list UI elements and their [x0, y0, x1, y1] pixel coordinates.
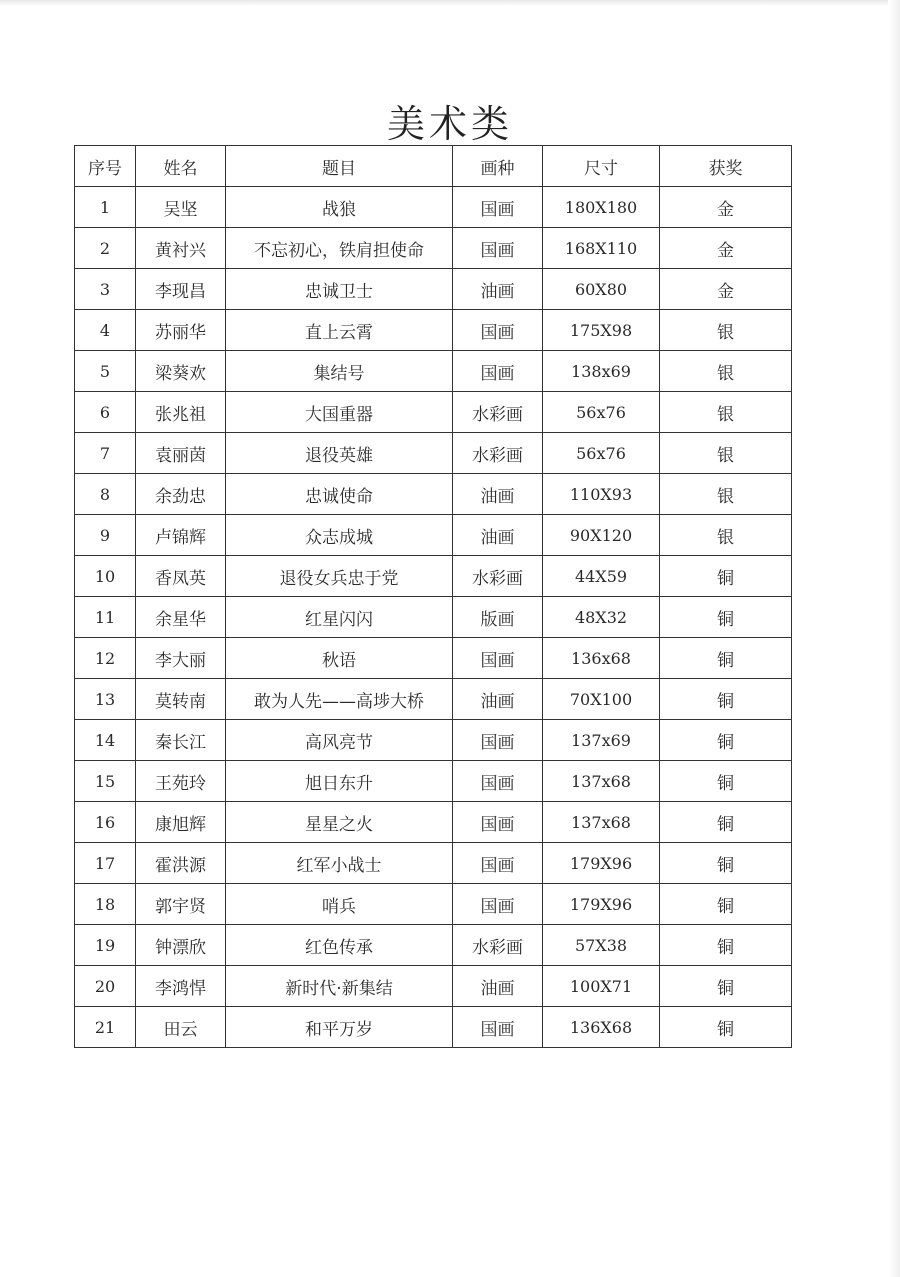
cell-award: 银	[660, 515, 792, 556]
cell-award: 银	[660, 392, 792, 433]
cell-name: 余劲忠	[136, 474, 226, 515]
cell-award: 铜	[660, 638, 792, 679]
cell-size: 48X32	[543, 597, 660, 638]
table-body	[75, 187, 792, 1048]
cell-medium: 油画	[453, 515, 543, 556]
cell-index: 6	[75, 392, 136, 433]
cell-medium: 水彩画	[453, 556, 543, 597]
cell-name: 张兆祖	[136, 392, 226, 433]
cell-title: 忠诚卫士	[226, 269, 453, 310]
cell-medium: 国画	[453, 884, 543, 925]
cell-index: 8	[75, 474, 136, 515]
cell-medium: 水彩画	[453, 925, 543, 966]
cell-index: 18	[75, 884, 136, 925]
table-row	[75, 638, 792, 679]
table-row	[75, 310, 792, 351]
cell-index: 3	[75, 269, 136, 310]
cell-award: 铜	[660, 556, 792, 597]
cell-medium: 国画	[453, 187, 543, 228]
cell-size: 60X80	[543, 269, 660, 310]
table-row	[75, 761, 792, 802]
cell-name: 李大丽	[136, 638, 226, 679]
cell-medium: 国画	[453, 761, 543, 802]
cell-size: 137x69	[543, 720, 660, 761]
cell-title: 星星之火	[226, 802, 453, 843]
cell-name: 梁葵欢	[136, 351, 226, 392]
cell-title: 和平万岁	[226, 1007, 453, 1048]
cell-size: 44X59	[543, 556, 660, 597]
cell-index: 9	[75, 515, 136, 556]
cell-title: 战狼	[226, 187, 453, 228]
cell-name: 郭宇贤	[136, 884, 226, 925]
cell-medium: 油画	[453, 966, 543, 1007]
cell-title: 红军小战士	[226, 843, 453, 884]
header-title: 题目	[226, 146, 453, 187]
cell-award: 铜	[660, 1007, 792, 1048]
cell-index: 15	[75, 761, 136, 802]
cell-title: 旭日东升	[226, 761, 453, 802]
cell-medium: 水彩画	[453, 433, 543, 474]
cell-name: 霍洪源	[136, 843, 226, 884]
cell-title: 红色传承	[226, 925, 453, 966]
cell-award: 铜	[660, 720, 792, 761]
cell-award: 铜	[660, 679, 792, 720]
cell-award: 铜	[660, 761, 792, 802]
cell-size: 136X68	[543, 1007, 660, 1048]
cell-award: 铜	[660, 925, 792, 966]
cell-award: 铜	[660, 884, 792, 925]
table-row	[75, 556, 792, 597]
cell-index: 10	[75, 556, 136, 597]
cell-medium: 国画	[453, 228, 543, 269]
cell-award: 铜	[660, 597, 792, 638]
table-row	[75, 187, 792, 228]
table-row	[75, 515, 792, 556]
cell-size: 90X120	[543, 515, 660, 556]
cell-name: 苏丽华	[136, 310, 226, 351]
cell-medium: 水彩画	[453, 392, 543, 433]
cell-title: 敢为人先——高埗大桥	[226, 679, 453, 720]
cell-index: 17	[75, 843, 136, 884]
table-row	[75, 679, 792, 720]
header-medium: 画种	[453, 146, 543, 187]
cell-index: 7	[75, 433, 136, 474]
cell-index: 20	[75, 966, 136, 1007]
table-row	[75, 843, 792, 884]
table-row	[75, 597, 792, 638]
cell-name: 康旭辉	[136, 802, 226, 843]
cell-medium: 油画	[453, 679, 543, 720]
cell-size: 110X93	[543, 474, 660, 515]
cell-index: 5	[75, 351, 136, 392]
header-size: 尺寸	[543, 146, 660, 187]
awards-table	[74, 145, 792, 1048]
cell-title: 集结号	[226, 351, 453, 392]
cell-name: 袁丽茵	[136, 433, 226, 474]
cell-medium: 油画	[453, 269, 543, 310]
cell-title: 秋语	[226, 638, 453, 679]
table-row	[75, 228, 792, 269]
table-row	[75, 269, 792, 310]
cell-index: 19	[75, 925, 136, 966]
cell-name: 王苑玲	[136, 761, 226, 802]
cell-medium: 国画	[453, 802, 543, 843]
header-name: 姓名	[136, 146, 226, 187]
cell-title: 众志成城	[226, 515, 453, 556]
cell-award: 银	[660, 433, 792, 474]
scan-edge-right	[888, 0, 900, 1277]
cell-size: 136x68	[543, 638, 660, 679]
cell-size: 168X110	[543, 228, 660, 269]
cell-award: 铜	[660, 843, 792, 884]
cell-index: 1	[75, 187, 136, 228]
cell-medium: 国画	[453, 720, 543, 761]
cell-award: 银	[660, 310, 792, 351]
cell-size: 57X38	[543, 925, 660, 966]
table-row	[75, 720, 792, 761]
cell-index: 4	[75, 310, 136, 351]
table-row	[75, 925, 792, 966]
table-row	[75, 802, 792, 843]
cell-title: 不忘初心，铁肩担使命	[226, 228, 453, 269]
cell-size: 175X98	[543, 310, 660, 351]
cell-name: 钟漂欣	[136, 925, 226, 966]
cell-size: 56x76	[543, 392, 660, 433]
cell-name: 香凤英	[136, 556, 226, 597]
header-row	[75, 146, 792, 187]
cell-name: 吴坚	[136, 187, 226, 228]
cell-title: 高风亮节	[226, 720, 453, 761]
cell-size: 70X100	[543, 679, 660, 720]
cell-title: 红星闪闪	[226, 597, 453, 638]
cell-name: 李鸿悍	[136, 966, 226, 1007]
cell-index: 21	[75, 1007, 136, 1048]
cell-size: 179X96	[543, 843, 660, 884]
cell-index: 2	[75, 228, 136, 269]
cell-index: 16	[75, 802, 136, 843]
cell-size: 56x76	[543, 433, 660, 474]
cell-title: 新时代·新集结	[226, 966, 453, 1007]
table-row	[75, 1007, 792, 1048]
cell-index: 12	[75, 638, 136, 679]
cell-title: 大国重器	[226, 392, 453, 433]
cell-size: 180X180	[543, 187, 660, 228]
cell-size: 179X96	[543, 884, 660, 925]
cell-award: 铜	[660, 802, 792, 843]
scan-edge-top	[0, 0, 900, 6]
cell-award: 金	[660, 269, 792, 310]
cell-title: 退役女兵忠于党	[226, 556, 453, 597]
cell-title: 退役英雄	[226, 433, 453, 474]
cell-size: 137x68	[543, 802, 660, 843]
cell-award: 银	[660, 351, 792, 392]
cell-index: 11	[75, 597, 136, 638]
cell-award: 银	[660, 474, 792, 515]
cell-medium: 国画	[453, 351, 543, 392]
cell-size: 138x69	[543, 351, 660, 392]
table-row	[75, 474, 792, 515]
table-row	[75, 966, 792, 1007]
cell-name: 李现昌	[136, 269, 226, 310]
cell-award: 金	[660, 228, 792, 269]
cell-name: 秦长江	[136, 720, 226, 761]
table-row	[75, 884, 792, 925]
cell-index: 13	[75, 679, 136, 720]
cell-title: 直上云霄	[226, 310, 453, 351]
table-row	[75, 433, 792, 474]
cell-name: 黄衬兴	[136, 228, 226, 269]
cell-award: 铜	[660, 966, 792, 1007]
table-row	[75, 351, 792, 392]
cell-medium: 国画	[453, 1007, 543, 1048]
cell-award: 金	[660, 187, 792, 228]
header-index: 序号	[75, 146, 136, 187]
table-row	[75, 392, 792, 433]
cell-medium: 国画	[453, 843, 543, 884]
cell-size: 137x68	[543, 761, 660, 802]
cell-name: 余星华	[136, 597, 226, 638]
cell-medium: 油画	[453, 474, 543, 515]
cell-name: 卢锦辉	[136, 515, 226, 556]
cell-index: 14	[75, 720, 136, 761]
cell-medium: 国画	[453, 638, 543, 679]
cell-name: 莫转南	[136, 679, 226, 720]
cell-medium: 版画	[453, 597, 543, 638]
cell-name: 田云	[136, 1007, 226, 1048]
cell-size: 100X71	[543, 966, 660, 1007]
cell-title: 哨兵	[226, 884, 453, 925]
cell-title: 忠诚使命	[226, 474, 453, 515]
page-title: 美术类	[386, 102, 513, 146]
header-award: 获奖	[660, 146, 792, 187]
cell-medium: 国画	[453, 310, 543, 351]
